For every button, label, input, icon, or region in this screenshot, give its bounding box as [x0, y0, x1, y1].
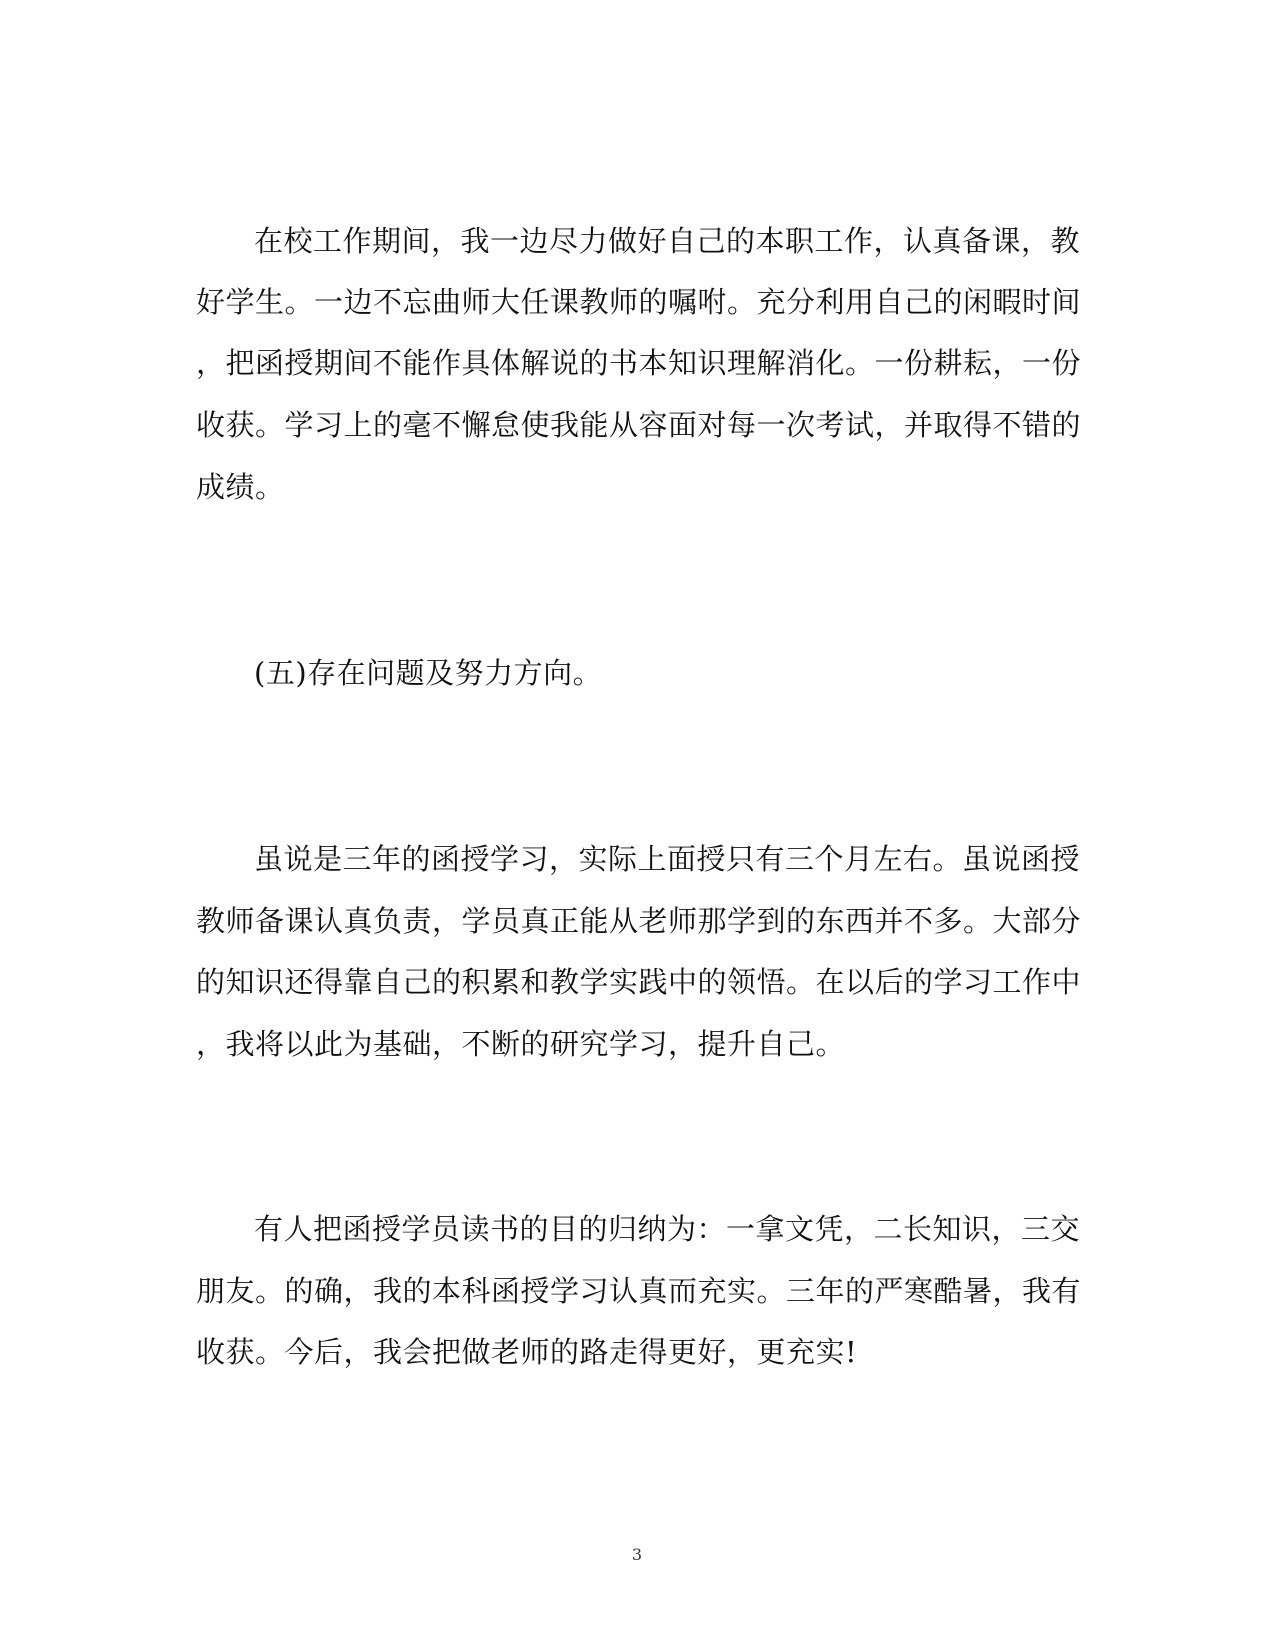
paragraph-1-line-4: 收获。学习上的毫不懈怠使我能从容面对每一次考试，并取得不错的: [196, 408, 1082, 442]
paragraph-2-line-1: 虽说是三年的函授学习，实际上面授只有三个月左右。虽说函授: [254, 842, 1081, 876]
paragraph-3-line-2: 朋友。的确，我的本科函授学习认真而充实。三年的严寒酷暑，我有: [196, 1274, 1082, 1308]
paragraph-2-line-3: 的知识还得靠自己的积累和教学实践中的领悟。在以后的学习工作中: [196, 965, 1082, 999]
paragraph-3-line-1: 有人把函授学员读书的目的归纳为：一拿文凭，二长知识，三交: [254, 1212, 1081, 1246]
paragraph-1-line-1: 在校工作期间，我一边尽力做好自己的本职工作，认真备课，教: [254, 224, 1081, 258]
paragraph-1-line-3: ，把函授期间不能作具体解说的书本知识理解消化。一份耕耘，一份: [196, 346, 1082, 380]
page-number: 3: [631, 1545, 643, 1564]
paragraph-3-line-3: 收获。今后，我会把做老师的路走得更好，更充实!: [196, 1335, 858, 1369]
paragraph-2-line-2: 教师备课认真负责，学员真正能从老师那学到的东西并不多。大部分: [196, 904, 1082, 938]
paragraph-1-line-2: 好学生。一边不忘曲师大任课教师的嘱咐。充分利用自己的闲暇时间: [196, 285, 1082, 319]
paragraph-2-line-4: ，我将以此为基础，不断的研究学习，提升自己。: [196, 1027, 846, 1061]
paragraph-1-line-5: 成绩。: [196, 470, 285, 504]
section-heading: (五)存在问题及努力方向。: [254, 656, 603, 690]
